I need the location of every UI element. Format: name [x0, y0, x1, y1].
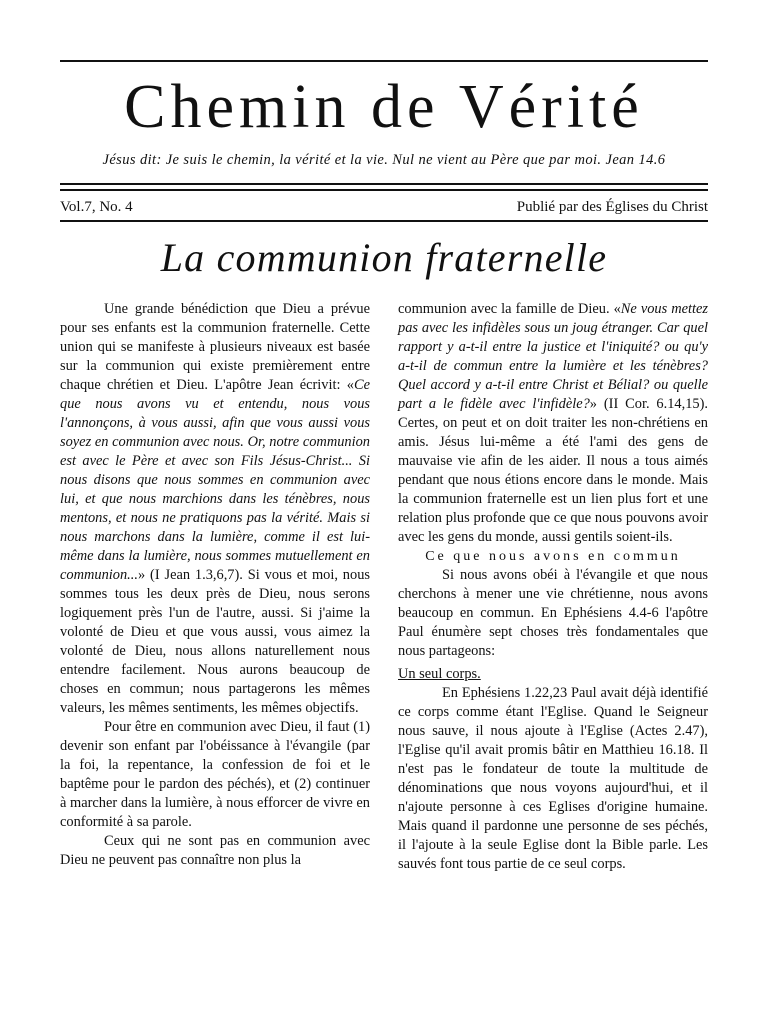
article-column-left	[60, 300, 370, 870]
paragraph: Pour être en communion avec Dieu, il faut (1) devenir son enfant par l'obéissance à l'évangile (par la foi, la repentance, la confession de foi et le baptême pour le pardon des péchés), et (2) continuer à marcher dans la lumière, à nous efforcer de vivre en conformité à sa parole.	[60, 719, 370, 830]
section-subheading: Ce que nous avons en commun	[425, 549, 681, 564]
masthead-title: Chemin de Vérité	[124, 73, 644, 141]
volume-number: Vol.7, No. 4	[60, 199, 133, 215]
paragraph: Si nous avons obéi à l'évangile et que nous cherchons à mener une vie chrétienne, nous avons beaucoup en commun. En Ephésiens 4.4-6 l'apôtre Paul énumère sept choses très fondamentales que nous partageons:	[398, 567, 708, 659]
point-heading: Un seul corps.	[398, 666, 481, 682]
top-rule	[60, 60, 708, 62]
paragraph-text: » (II Cor. 6.14,15). Certes, on peut et on doit traiter les non-chrétiens en amis. Jésus lui-même a été l'ami des gens de mauvaise vie afin de les aider. Il nous a tous aimés pendant que nous étions encore dans le monde. Mais la communion fraternelle est un lien plus fort et une relation plus profonde que ce que nous pouvons avoir avec les gens du monde, aussi gentils soient-ils.	[398, 396, 708, 545]
double-rule-lower	[60, 189, 708, 191]
scripture-quote: Ce que nous avons vu et entendu, nous vous l'annonçons, à vous aussi, afin que vous aussi vous soyez en communion avec nous. Or, notre communion est avec le Père et avec son Fils Jésus-Christ... Si nous disons que nous sommes en communion avec lui, et que nous marchions dans les ténèbres, nous mentons, et nous ne pratiquons pas la vérité. Mais si nous marchons dans la lumière, comme il est lui-même dans la lumière, nous sommes mutuellement en communion...	[60, 377, 370, 583]
double-rule-upper	[60, 183, 708, 185]
issue-info-row	[60, 198, 708, 216]
scripture-quote: Ne vous mettez pas avec les infidèles sous un joug étranger. Car quel rapport y a-t-il entre la justice et l'iniquité? ou qu'y a-t-il de commun entre la lumière et les ténèbres? Quel accord y a-t-il entre Christ et Bélial? ou quelle part a le fidèle avec l'infidèle?	[398, 301, 708, 412]
paragraph: En Ephésiens 1.22,23 Paul avait déjà identifié ce corps comme étant l'Eglise. Quand le Seigneur nous sauve, il nous ajoute à l'Eglise (Actes 2.47), l'Eglise qu'il avait promis bâtir en Matthieu 16.18. Il n'est pas le fondateur de toute la multitude de dénominations que nous voyons aujourd'hui, et il n'ajoute personne à ces Eglises d'origine humaine. Mais quand il pardonne une personne de ses péchés, il l'ajoute à la seule Eglise dont la Bible parle. Les sauvés font tous partie de ce seul corps.	[398, 685, 708, 872]
issue-rule	[60, 220, 708, 222]
masthead-motto: Jésus dit: Je suis le chemin, la vérité et la vie. Nul ne vient au Père que par moi. Jean 14.6	[102, 152, 666, 168]
paragraph	[60, 300, 370, 718]
paragraph-text: » (I Jean 1.3,6,7). Si vous et moi, nous sommes tous les deux près de Dieu, nous serons logiquement près l'un de l'autre, aussi. Si j'aime la volonté de Dieu et que vous aussi, vous aimez la volonté de Dieu, nous allons naturellement nous entendre facilement. Nous aurons beaucoup de choses en commun; nous partagerons les mêmes valeurs, les mêmes sentiments, les mêmes objectifs.	[60, 567, 370, 716]
publisher-line: Publié par des Églises du Christ	[516, 199, 708, 215]
paragraph	[398, 300, 708, 547]
paragraph-text: communion avec la famille de Dieu. «	[398, 301, 621, 317]
article-title: La communion fraternelle	[160, 235, 608, 280]
article-column-right	[398, 300, 708, 874]
paragraph-text: Une grande bénédiction que Dieu a prévue pour ses enfants est la communion fraternelle. Cette union qui se manifeste à plusieurs niveaux est basée sur la communion qui existe premièrement entre chaque chrétien et Dieu. L'apôtre Jean écrivit: «	[60, 301, 370, 393]
paragraph: Ceux qui ne sont pas en communion avec Dieu ne peuvent pas connaître non plus la	[60, 833, 370, 868]
